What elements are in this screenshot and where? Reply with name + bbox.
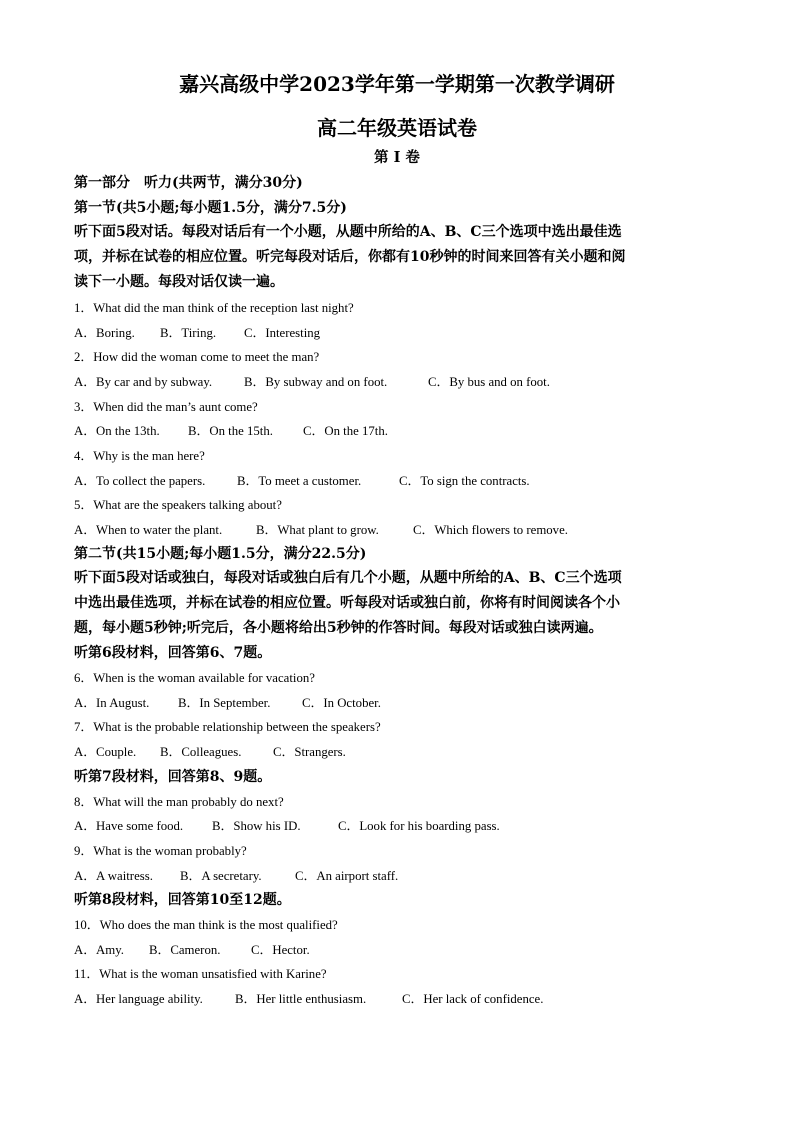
section-heading: 第二节(共15小题;每小题1.5分，满分22.5分) — [74, 546, 367, 562]
option-c: C．By bus and on foot. — [428, 375, 550, 389]
instruction-line: 中选出最佳选项，并标在试卷的相应位置。听每段对话或独白前，你将有时间阅读各个小 — [74, 595, 620, 611]
option-c: C．Hector. — [251, 943, 310, 957]
question-text: 1．What did the man think of the reception last night? — [74, 301, 354, 315]
material-heading: 听第8段材料，回答第10至12题。 — [74, 892, 291, 908]
option-b: B．Colleagues. — [160, 745, 242, 759]
option-a: A．When to water the plant. — [74, 523, 223, 537]
exam-subtitle: 高二年级英语试卷 — [317, 116, 477, 140]
instruction-line: 项，并标在试卷的相应位置。听完每段对话后，你都有10秒钟的时间来回答有关小题和阅 — [74, 249, 626, 265]
answer-options — [74, 692, 724, 711]
option-a: A．A waitress. — [74, 869, 153, 883]
part-heading: 第一部分 听力(共两节，满分30分) — [74, 175, 303, 191]
question-text: 9．What is the woman probably? — [74, 844, 247, 858]
question-text: 10．Who does the man think is the most qualified? — [74, 918, 338, 932]
option-a: A．Have some food. — [74, 819, 184, 833]
option-c: C．Look for his boarding pass. — [338, 819, 500, 833]
option-a: A．On the 13th. — [74, 424, 160, 438]
option-b: B．A secretary. — [180, 869, 262, 883]
answer-options — [74, 470, 724, 489]
option-b: B．Show his ID. — [212, 819, 301, 833]
option-b: B．To meet a customer. — [237, 474, 362, 488]
option-a: A．Couple. — [74, 745, 137, 759]
option-a: A．Boring. — [74, 326, 135, 340]
question-text: 6．When is the woman available for vacation? — [74, 671, 315, 685]
option-a: A．By car and by subway. — [74, 375, 213, 389]
answer-options — [74, 815, 724, 834]
option-b: B．Her little enthusiasm. — [235, 992, 367, 1006]
answer-options — [74, 741, 724, 760]
answer-options — [74, 322, 724, 341]
option-b: B．By subway and on foot. — [244, 375, 388, 389]
option-b: B．In September. — [178, 696, 271, 710]
option-a: A．To collect the papers. — [74, 474, 206, 488]
instruction-line: 听下面5段对话或独白，每段对话或独白后有几个小题，从题中所给的A、B、C三个选项 — [74, 570, 622, 586]
question-text: 11．What is the woman unsatisfied with Karine? — [74, 967, 327, 981]
option-a: A．In August. — [74, 696, 150, 710]
exam-title: 嘉兴高级中学2023学年第一学期第一次教学调研 — [179, 72, 615, 96]
question-text: 5．What are the speakers talking about? — [74, 498, 282, 512]
option-a: A．Her language ability. — [74, 992, 203, 1006]
question-text: 8．What will the man probably do next? — [74, 795, 284, 809]
option-b: B．What plant to grow. — [256, 523, 379, 537]
option-b: B．On the 15th. — [188, 424, 273, 438]
option-c: C．An airport staff. — [295, 869, 399, 883]
answer-options — [74, 939, 724, 958]
instruction-line: 题，每小题5秒钟;听完后，各小题将给出5秒钟的作答时间。每段对话或独白读两遍。 — [74, 620, 603, 636]
option-c: C．Strangers. — [273, 745, 346, 759]
answer-options — [74, 988, 724, 1007]
option-c: C．On the 17th. — [303, 424, 388, 438]
option-c: C．To sign the contracts. — [399, 474, 530, 488]
answer-options — [74, 519, 724, 538]
instruction-line: 听下面5段对话。每段对话后有一个小题，从题中所给的A、B、C三个选项中选出最佳选 — [74, 224, 622, 240]
question-text: 7．What is the probable relationship between the speakers? — [74, 720, 381, 734]
material-heading: 听第6段材料，回答第6、7题。 — [74, 645, 272, 661]
section-heading: 第一节(共5小题;每小题1.5分，满分7.5分) — [74, 200, 347, 216]
answer-options — [74, 865, 724, 884]
option-c: C．Interesting — [244, 326, 321, 340]
option-c: C．Her lack of confidence. — [402, 992, 544, 1006]
answer-options — [74, 420, 724, 439]
question-text: 2．How did the woman come to meet the man? — [74, 350, 320, 364]
option-b: B．Cameron. — [149, 943, 221, 957]
option-c: C．In October. — [302, 696, 381, 710]
question-text: 3．When did the man’s aunt come? — [74, 400, 258, 414]
material-heading: 听第7段材料，回答第8、9题。 — [74, 769, 272, 785]
option-b: B．Tiring. — [160, 326, 217, 340]
option-a: A．Amy. — [74, 943, 125, 957]
volume-label: 第 I 卷 — [374, 149, 420, 166]
answer-options — [74, 371, 724, 390]
instruction-line: 读下一小题。每段对话仅读一遍。 — [74, 274, 284, 290]
question-text: 4．Why is the man here? — [74, 449, 205, 463]
option-c: C．Which flowers to remove. — [413, 523, 568, 537]
